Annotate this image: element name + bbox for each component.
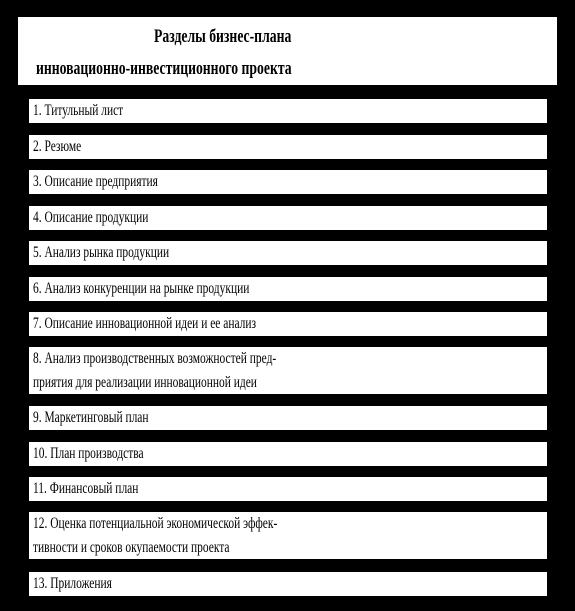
section-label: 5. Анализ рынка продукции bbox=[33, 244, 170, 261]
section-box-7 bbox=[29, 312, 547, 336]
section-box-4 bbox=[29, 206, 547, 230]
section-label: 2. Резюме bbox=[33, 138, 82, 155]
section-label: 3. Описание предприятия bbox=[33, 173, 158, 190]
section-box-10 bbox=[29, 442, 547, 466]
section-box-11 bbox=[29, 477, 547, 501]
section-box-3 bbox=[29, 170, 547, 194]
header-title-line-1: Разделы бизнес-плана bbox=[154, 26, 292, 47]
section-box-12 bbox=[29, 512, 547, 559]
section-label: 11. Финансовый план bbox=[33, 480, 139, 497]
section-label: 13. Приложения bbox=[33, 575, 112, 592]
section-label-line-1: 8. Анализ производственных возможностей пред- bbox=[33, 350, 277, 367]
diagram-header bbox=[18, 17, 557, 85]
section-box-5 bbox=[29, 241, 547, 265]
section-box-6 bbox=[29, 277, 547, 301]
section-label-line-2: приятия для реализации инновационной идеи bbox=[33, 374, 257, 391]
section-box-8 bbox=[29, 347, 547, 394]
section-label: 4. Описание продукции bbox=[33, 209, 149, 226]
section-label: 9. Маркетинговый план bbox=[33, 409, 149, 426]
section-label: 6. Анализ конкуренции на рынке продукции bbox=[33, 280, 250, 297]
section-label: 10. План производства bbox=[33, 445, 144, 462]
section-label: 1. Титульный лист bbox=[33, 102, 124, 119]
section-label: 7. Описание инновационной идеи и ее анализ bbox=[33, 315, 257, 332]
section-box-1 bbox=[29, 99, 547, 123]
section-box-13 bbox=[29, 572, 547, 596]
section-box-9 bbox=[29, 406, 547, 430]
section-label-line-2: тивности и сроков окупаемости проекта bbox=[33, 539, 230, 556]
section-box-2 bbox=[29, 135, 547, 159]
header-title-line-2: инновационно-инвестиционного проекта bbox=[36, 58, 292, 79]
section-label-line-1: 12. Оценка потенциальной экономической эффек- bbox=[33, 515, 278, 532]
